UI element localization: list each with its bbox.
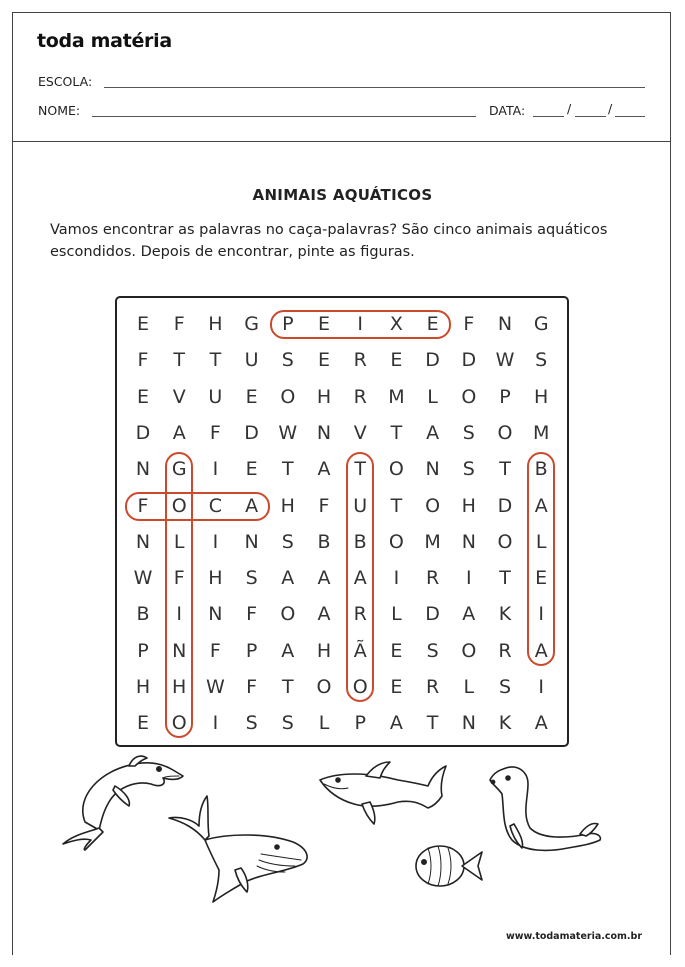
grid-letter[interactable]: E	[390, 349, 403, 372]
grid-letter[interactable]: S	[245, 567, 258, 590]
grid-letter[interactable]: L	[535, 530, 547, 553]
grid-letter[interactable]: A	[281, 567, 295, 590]
date-separator: /	[567, 101, 572, 116]
grid-letter[interactable]: O	[171, 494, 187, 517]
grid-letter[interactable]: S	[281, 712, 294, 735]
grid-letter[interactable]: B	[136, 603, 150, 626]
grid-letter[interactable]: I	[212, 458, 219, 481]
found-word-outline	[346, 452, 374, 702]
grid-letter[interactable]: A	[534, 712, 548, 735]
grid-letter[interactable]: V	[353, 421, 367, 444]
grid-letter[interactable]: F	[463, 313, 475, 335]
date-day-field[interactable]	[533, 116, 564, 117]
grid-letter[interactable]: F	[318, 494, 330, 517]
grid-letter[interactable]: F	[209, 421, 221, 444]
grid-letter[interactable]: W	[495, 349, 515, 372]
grid-letter[interactable]: H	[316, 639, 332, 662]
grid-letter[interactable]: M	[424, 530, 441, 553]
grid-letter[interactable]: I	[212, 530, 219, 553]
grid-letter[interactable]: D	[425, 349, 440, 372]
grid-letter[interactable]: D	[135, 421, 151, 444]
grid-letter[interactable]: N	[316, 421, 332, 444]
grid-letter[interactable]: R	[353, 349, 367, 372]
grid-letter[interactable]: H	[135, 676, 151, 698]
grid-letter[interactable]: F	[209, 639, 221, 662]
grid-letter[interactable]: L	[427, 385, 438, 408]
grid-letter[interactable]: S	[281, 530, 294, 553]
grid-letter[interactable]: N	[425, 458, 440, 481]
grid-letter[interactable]: S	[462, 458, 475, 481]
grid-letter[interactable]: O	[497, 421, 513, 444]
grid-letter[interactable]: T	[390, 494, 403, 517]
grid-letter[interactable]: T	[354, 458, 366, 481]
grid-letter[interactable]: P	[499, 385, 511, 408]
grid-letter[interactable]: D	[244, 421, 259, 444]
grid-letter[interactable]: I	[176, 603, 182, 626]
grid-letter[interactable]: S	[426, 639, 439, 662]
grid-letter[interactable]: A	[462, 603, 476, 626]
brand-logo: toda matéria	[37, 30, 172, 52]
grid-letter[interactable]: E	[245, 385, 258, 408]
grid-letter[interactable]: X	[389, 313, 403, 335]
grid-letter[interactable]: H	[208, 313, 223, 335]
grid-letter[interactable]: P	[354, 712, 366, 735]
grid-letter[interactable]: F	[137, 494, 149, 517]
grid-letter[interactable]: W	[278, 421, 298, 444]
grid-letter[interactable]: P	[282, 313, 294, 335]
grid-letter[interactable]: E	[317, 313, 330, 335]
grid-letter[interactable]: O	[497, 530, 513, 553]
grid-letter[interactable]: T	[173, 349, 185, 372]
grid-letter[interactable]: N	[208, 603, 223, 626]
grid-letter[interactable]: O	[461, 639, 477, 662]
grid-letter[interactable]: O	[461, 385, 477, 408]
grid-letter[interactable]: S	[245, 712, 258, 735]
grid-letter[interactable]: F	[246, 676, 258, 698]
grid-letter[interactable]: E	[136, 712, 149, 735]
grid-letter[interactable]: S	[281, 349, 294, 372]
grid-letter[interactable]: A	[245, 494, 259, 517]
grid-letter[interactable]: F	[173, 313, 185, 335]
school-field[interactable]	[104, 87, 645, 88]
grid-letter[interactable]: F	[137, 349, 149, 372]
grid-letter[interactable]: T	[281, 458, 294, 481]
grid-letter[interactable]: M	[532, 421, 550, 444]
grid-letter[interactable]: N	[135, 458, 151, 481]
grid-letter[interactable]: S	[535, 349, 548, 372]
grid-letter[interactable]: T	[390, 421, 403, 444]
grid-letter[interactable]: U	[244, 349, 259, 372]
grid-letter[interactable]: E	[136, 313, 149, 335]
found-word-outline	[270, 310, 451, 339]
fish-illustration	[412, 838, 484, 893]
grid-letter[interactable]: I	[538, 603, 544, 626]
grid-letter[interactable]: N	[497, 313, 513, 335]
grid-letter[interactable]: O	[388, 458, 404, 481]
grid-letter[interactable]: A	[281, 639, 295, 662]
grid-letter[interactable]: D	[461, 349, 477, 372]
grid-letter[interactable]: D	[425, 603, 440, 626]
whale-illustration	[165, 792, 315, 907]
date-year-field[interactable]	[615, 116, 645, 117]
grid-letter[interactable]: I	[357, 313, 363, 335]
grid-letter[interactable]: F	[246, 603, 258, 626]
found-word-outline	[165, 452, 193, 738]
activity-instructions: Vamos encontrar as palavras no caça-palavras? São cinco animais aquáticos escondidos. Depois de encontrar, pinte as figuras.	[50, 222, 608, 260]
school-label: ESCOLA:	[38, 74, 93, 89]
grid-letter[interactable]: P	[245, 639, 258, 662]
grid-letter[interactable]: C	[208, 494, 223, 517]
grid-letter[interactable]: U	[353, 494, 368, 517]
grid-letter[interactable]: S	[498, 676, 512, 698]
grid-letter[interactable]: I	[538, 676, 544, 698]
grid-letter[interactable]: U	[208, 385, 223, 408]
grid-letter[interactable]: N	[461, 712, 476, 735]
grid-letter[interactable]: V	[172, 385, 186, 408]
name-label: NOME:	[38, 103, 81, 118]
grid-letter[interactable]: K	[498, 712, 512, 735]
grid-letter[interactable]: E	[535, 567, 548, 590]
grid-letter[interactable]: W	[205, 676, 225, 698]
shark-illustration	[318, 762, 448, 827]
grid-letter[interactable]: R	[353, 603, 367, 626]
grid-letter[interactable]: T	[426, 712, 439, 735]
grid-letter[interactable]: P	[137, 639, 149, 662]
found-word-outline	[527, 452, 555, 666]
grid-letter[interactable]: E	[317, 349, 330, 372]
grid-letter[interactable]: O	[280, 603, 296, 626]
grid-letter[interactable]: N	[244, 530, 259, 553]
grid-letter[interactable]: L	[391, 603, 402, 626]
grid-letter[interactable]: H	[172, 676, 187, 698]
grid-letter[interactable]: H	[316, 385, 332, 408]
grid-letter[interactable]: R	[425, 567, 440, 590]
grid-letter[interactable]: O	[171, 712, 187, 735]
grid-letter[interactable]: L	[318, 712, 330, 735]
grid-letter[interactable]: A	[353, 567, 367, 590]
grid-letter[interactable]: F	[173, 567, 185, 590]
grid-letter[interactable]: M	[388, 385, 405, 408]
grid-letter[interactable]: L	[463, 676, 475, 698]
grid-letter[interactable]: D	[497, 494, 513, 517]
found-word-outline	[125, 492, 270, 521]
grid-letter[interactable]: N	[172, 639, 187, 662]
grid-letter[interactable]: R	[425, 676, 440, 698]
grid-letter[interactable]: A	[317, 567, 331, 590]
grid-letter[interactable]: E	[136, 385, 149, 408]
grid-letter[interactable]: A	[317, 603, 331, 626]
grid-letter[interactable]: O	[280, 385, 296, 408]
grid-letter[interactable]: L	[173, 530, 185, 553]
grid-letter[interactable]: G	[244, 313, 259, 335]
grid-letter[interactable]: E	[390, 676, 403, 698]
footer-url: www.todamateria.com.br	[505, 931, 642, 942]
grid-letter[interactable]: I	[465, 567, 472, 590]
grid-letter[interactable]: A	[172, 421, 186, 444]
seal-illustration	[488, 764, 603, 854]
grid-letter[interactable]: T	[499, 567, 511, 590]
grid-letter[interactable]: Ã	[353, 639, 367, 662]
grid-letter[interactable]: H	[534, 385, 549, 408]
date-separator: /	[608, 101, 613, 116]
grid-letter[interactable]: R	[498, 639, 512, 662]
grid-letter[interactable]: K	[498, 603, 512, 626]
grid-letter[interactable]: E	[426, 313, 439, 335]
date-month-field[interactable]	[575, 116, 606, 117]
grid-letter[interactable]: A	[534, 639, 548, 662]
grid-letter[interactable]: O	[316, 676, 332, 698]
grid-letter[interactable]: A	[426, 421, 440, 444]
grid-letter[interactable]: T	[209, 349, 222, 372]
grid-letter[interactable]: O	[425, 494, 441, 517]
grid-letter[interactable]: I	[393, 567, 400, 590]
name-field[interactable]	[92, 116, 476, 117]
grid-letter[interactable]: O	[388, 530, 404, 553]
grid-letter[interactable]: T	[499, 458, 511, 481]
grid-letter[interactable]: A	[317, 458, 331, 481]
grid-letter[interactable]: H	[280, 494, 295, 517]
activity-title: ANIMAIS AQUÁTICOS	[252, 186, 433, 204]
grid-letter[interactable]: N	[135, 530, 151, 553]
grid-letter[interactable]: B	[534, 458, 548, 481]
grid-letter[interactable]: B	[353, 530, 367, 553]
grid-letter[interactable]: E	[245, 458, 258, 481]
grid-letter[interactable]: N	[461, 530, 476, 553]
grid-letter[interactable]: I	[212, 712, 219, 735]
grid-letter[interactable]: T	[281, 676, 294, 698]
grid-letter[interactable]: R	[353, 385, 367, 408]
grid-letter[interactable]: G	[533, 313, 549, 335]
grid-letter[interactable]: S	[462, 421, 475, 444]
grid-letter[interactable]: A	[534, 494, 548, 517]
grid-letter[interactable]: G	[171, 458, 187, 481]
grid-letter[interactable]: H	[208, 567, 223, 590]
date-label: DATA:	[489, 103, 526, 118]
grid-letter[interactable]: E	[390, 639, 403, 662]
grid-letter[interactable]: H	[461, 494, 476, 517]
grid-letter[interactable]: A	[389, 712, 403, 735]
grid-letter[interactable]: W	[133, 567, 153, 590]
grid-letter[interactable]: O	[352, 676, 368, 698]
grid-letter[interactable]: B	[317, 530, 331, 553]
